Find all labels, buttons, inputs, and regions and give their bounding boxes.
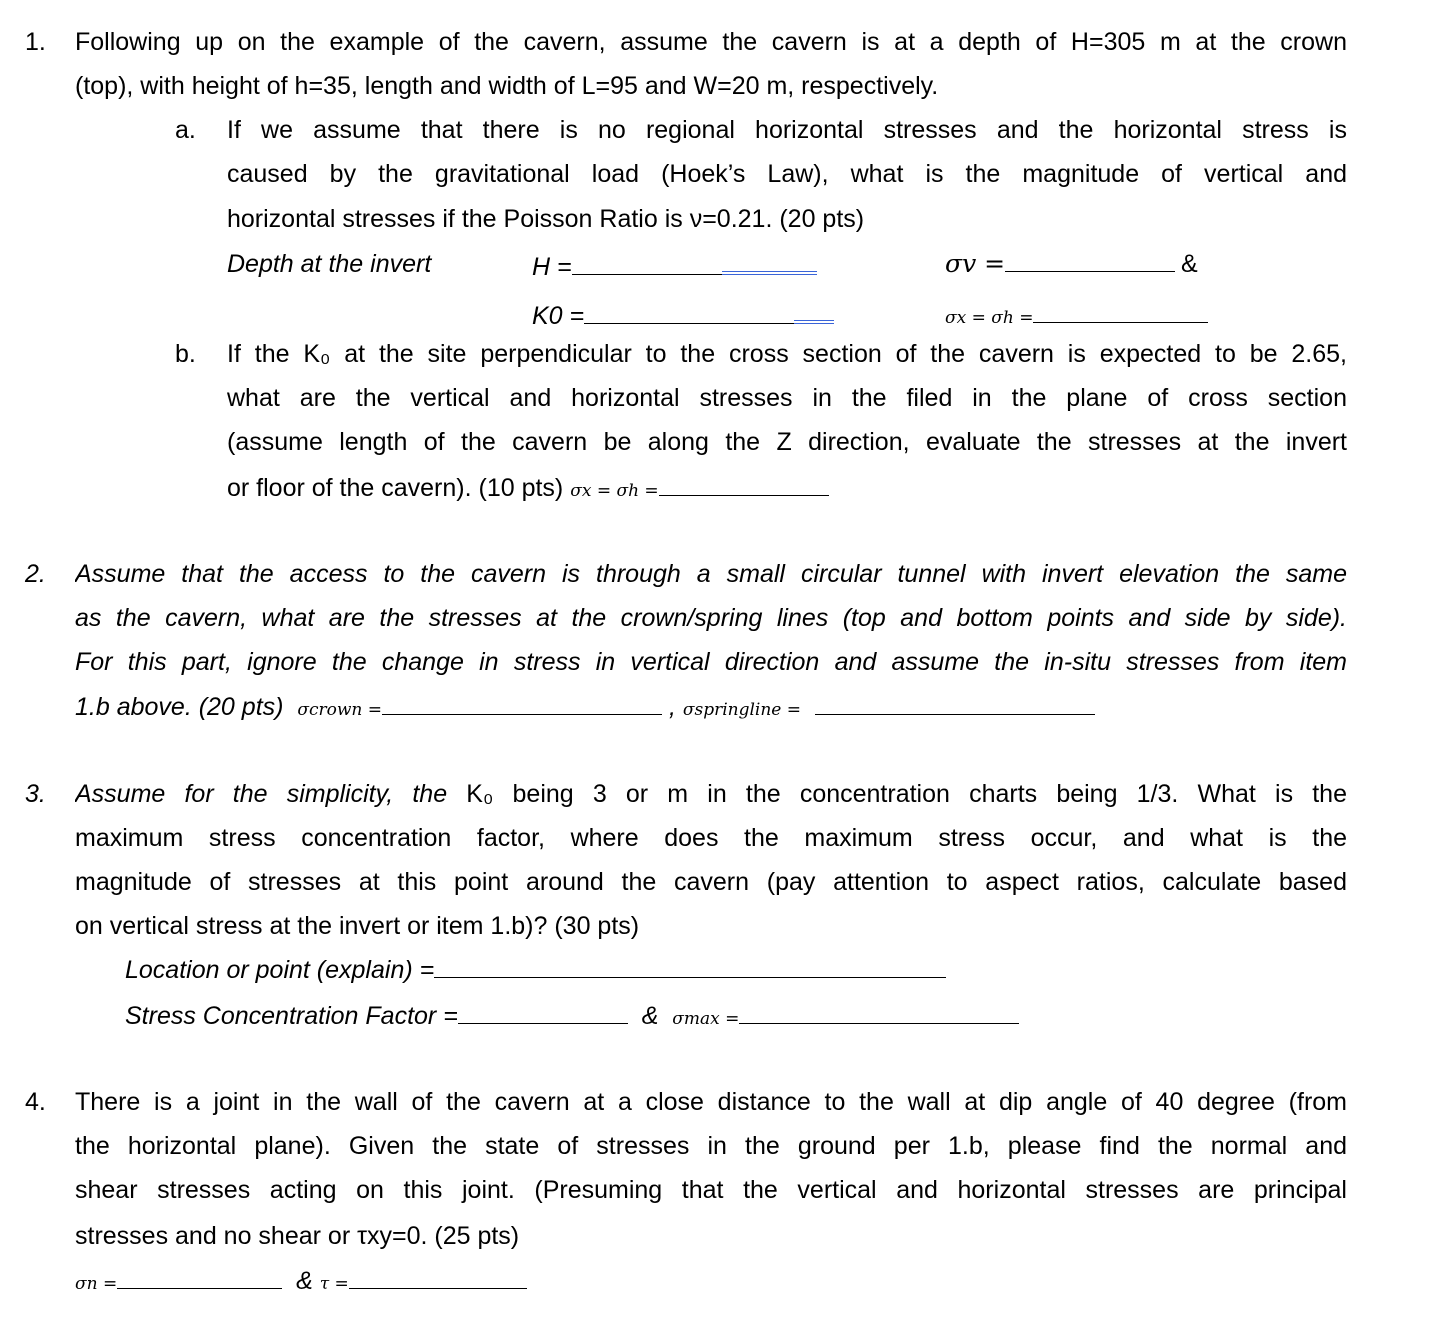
depth-label: Depth at the invert [227,250,432,278]
k0-field[interactable] [532,298,834,328]
tau-label: τ = [319,1274,349,1294]
sigma-v-label: σv = [945,249,1006,278]
question-3-number: 3. [25,780,46,808]
h-blank[interactable] [572,252,722,275]
question-1b-label: b. [175,340,196,368]
k0-blank-ext [794,298,834,324]
sigma-n-field[interactable] [75,1266,527,1296]
sigma-crown-label: σcrown = [297,700,383,720]
sigma-v-blank[interactable] [1005,249,1175,272]
sigma-xh-label: σx = σh = [945,308,1034,328]
question-4-number: 4. [25,1088,46,1116]
h-field[interactable] [532,249,817,279]
k0-blank[interactable] [584,301,794,324]
q1b-line: If the K₀ at the site perpendicular to the cross section of the cavern is expected to be 2.65, [227,340,1347,368]
location-blank[interactable] [434,955,946,978]
q1a-line: horizontal stresses if the Poisson Ratio is ν=0.21. (20 pts) [227,205,865,233]
q1-line: (top), with height of h=35, length and width of L=95 and W=20 m, respectively. [75,72,939,100]
question-1a-label: a. [175,116,196,144]
sigma-n-blank[interactable] [117,1266,282,1289]
ampersand: & [296,1267,313,1295]
sigma-springline-blank[interactable] [815,692,1095,715]
q4-line: the horizontal plane). Given the state of stresses in the ground per 1.b, please find the normal and [75,1132,1347,1160]
sigma-max-label: σmax = [672,1009,740,1029]
sigma-max-blank[interactable] [739,1001,1019,1024]
q1b-line: (assume length of the cavern be along the Z direction, evaluate the stresses at the invert [227,428,1347,456]
q2-last-text: 1.b above. (20 pts) [75,693,284,721]
q1a-line: If we assume that there is no regional horizontal stresses and the horizontal stress is [227,116,1347,144]
scf-label: Stress Concentration Factor = [125,1002,458,1030]
q3-last-line: on vertical stress at the invert or item 1.b)? (30 pts) [75,912,640,940]
sigma-crown-blank[interactable] [382,692,662,715]
location-label: Location or point (explain) = [125,956,435,984]
question-1-number: 1. [25,28,46,56]
q3-line: maximum stress concentration factor, where does the maximum stress occur, and what is the [75,824,1347,852]
question-2-number: 2. [25,560,46,588]
location-field[interactable] [125,955,946,985]
sigma-springline-label: σspringline = [682,700,802,720]
q3-line-1 [75,779,1347,809]
q3-line: magnitude of stresses at this point around the cavern (pay attention to aspect ratios, calculate based [75,868,1347,896]
sigma-xh-b-blank[interactable] [659,473,829,496]
sigma-v-field[interactable] [945,249,1175,279]
q4-line: shear stresses acting on this joint. (Presuming that the vertical and horizontal stresses are principal [75,1176,1347,1204]
sigma-xh-blank[interactable] [1033,300,1208,323]
k0-label: K0 = [532,302,585,330]
ampersand: & [1181,250,1198,278]
h-blank-ext [722,249,817,275]
q2-line: Assume that the access to the cavern is through a small circular tunnel with invert elevation the same [75,560,1347,588]
q2-line: as the cavern, what are the stresses at the crown/spring lines (top and bottom points and side by side). [75,604,1347,632]
q1b-line: what are the vertical and horizontal stresses in the filed in the plane of cross section [227,384,1347,412]
q1-line: Following up on the example of the cavern, assume the cavern is at a depth of H=305 m at the crown [75,28,1347,56]
q4-line: There is a joint in the wall of the cavern at a close distance to the wall at dip angle of 40 degree (from [75,1088,1347,1116]
sigma-xh-b-label: σx = σh = [570,481,659,501]
q3-line1-rest: K₀ being 3 or m in the concentration charts being 1/3. What is the [466,780,1347,808]
sigma-n-label: σn = [75,1274,118,1294]
q1a-line: caused by the gravitational load (Hoek’s Law), what is the magnitude of vertical and [227,160,1347,188]
comma: , [668,693,676,721]
sigma-xh-field[interactable] [945,300,1208,330]
q1b-last-line [227,473,829,503]
scf-blank[interactable] [458,1001,628,1024]
ampersand: & [641,1002,659,1030]
q1b-last-text: or floor of the cavern). (10 pts) [227,474,564,502]
q2-line: For this part, ignore the change in stress in vertical direction and assume the in-situ stresses from item [75,648,1347,676]
q3-line1-italic: Assume for the simplicity, the [75,780,448,808]
q2-last-line [75,692,1095,722]
scf-field[interactable] [125,1001,1019,1031]
q4-last-line: stresses and no shear or τxy=0. (25 pts) [75,1222,520,1250]
h-label: H = [532,253,572,281]
tau-blank[interactable] [349,1266,527,1289]
